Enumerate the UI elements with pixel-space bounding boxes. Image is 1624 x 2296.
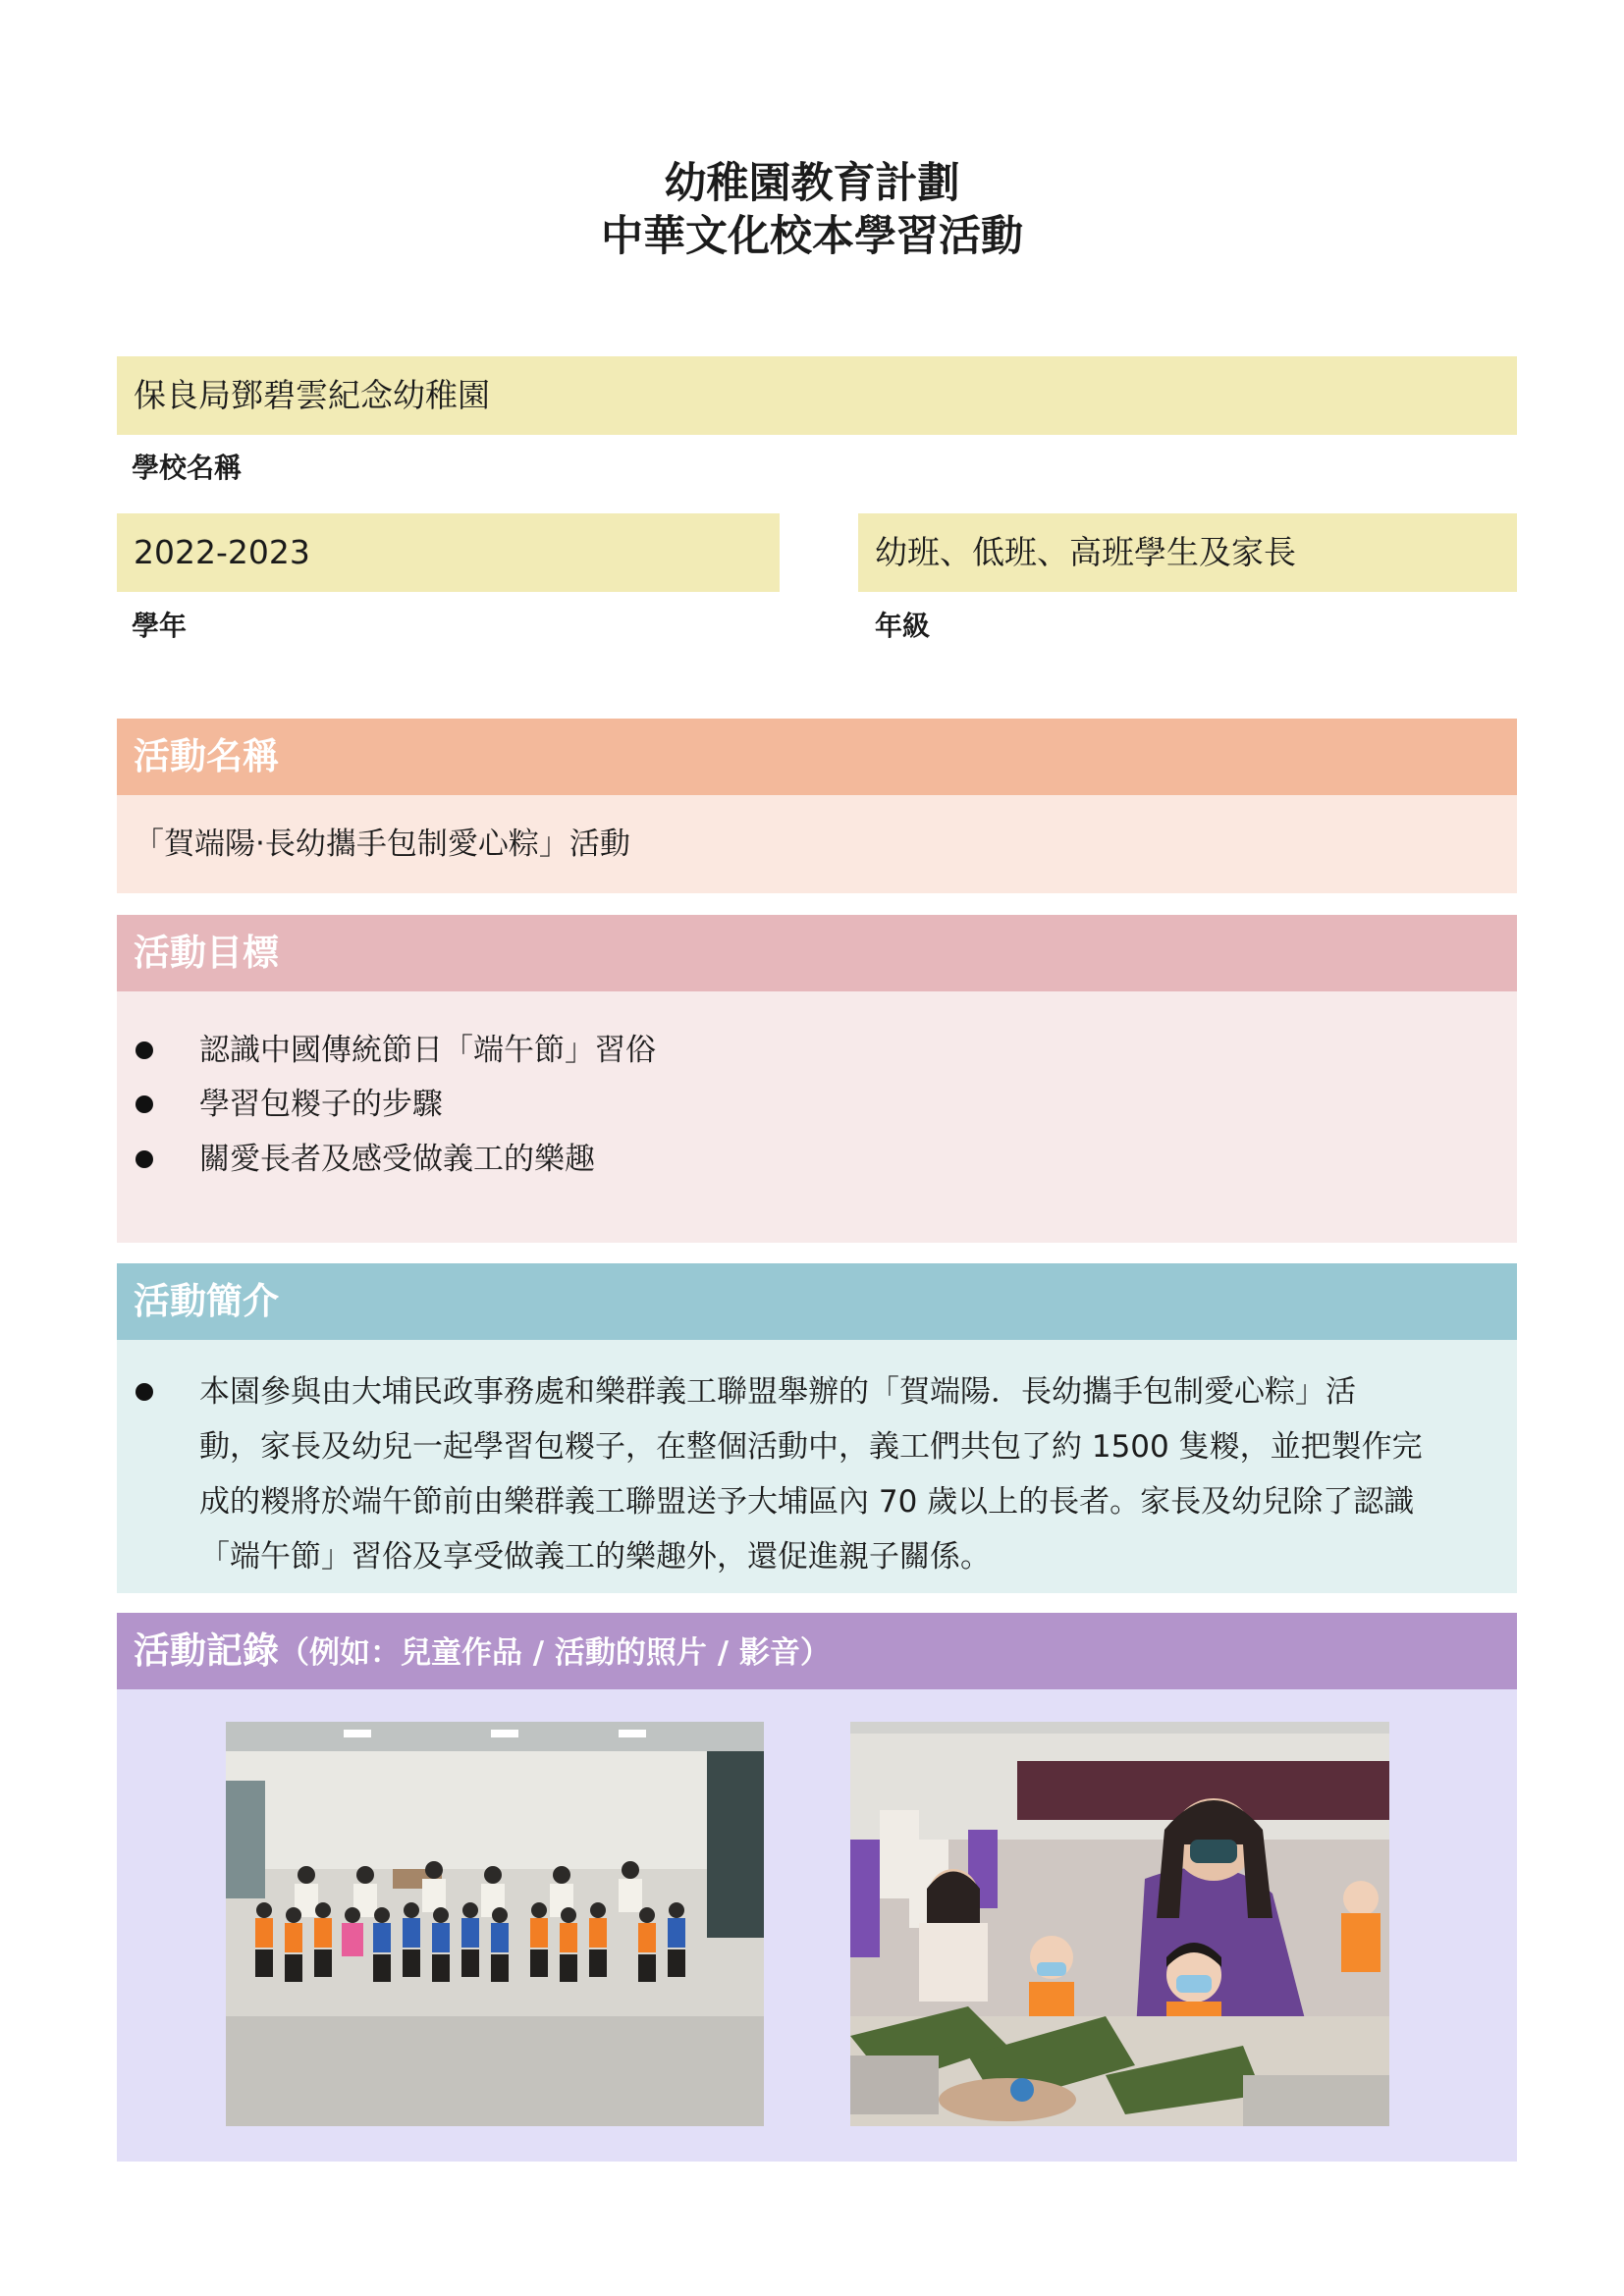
records-heading-subtitle: （例如：兒童作品 / 活動的照片 / 影音） xyxy=(279,1635,831,1671)
objectives-section xyxy=(117,991,1517,1243)
objective-item xyxy=(117,1077,1517,1132)
page-title-line1: 幼稚園教育計劃 xyxy=(664,159,960,208)
objective-item xyxy=(117,1132,1517,1187)
activity-name-heading: 活動名稱 xyxy=(117,719,1517,795)
objectives-heading: 活動目標 xyxy=(117,915,1517,991)
grade-label: 年級 xyxy=(875,610,931,642)
intro-line: 動，家長及幼兒一起學習包糉子，在整個活動中，義工們共包了約 1500 隻糉，並把製作完 xyxy=(199,1429,1423,1465)
school-year-field: 2022-2023 xyxy=(117,513,780,592)
objective-text: 關愛長者及感受做義工的樂趣 xyxy=(199,1142,595,1177)
objective-item xyxy=(117,1023,1517,1078)
activity-name-section xyxy=(117,795,1517,893)
intro-heading: 活動簡介 xyxy=(117,1263,1517,1340)
page-title-line2: 中華文化校本學習活動 xyxy=(601,212,1023,261)
bullet-icon xyxy=(135,1150,153,1168)
objective-text: 學習包糉子的步驟 xyxy=(199,1087,443,1122)
intro-section xyxy=(117,1340,1517,1593)
bullet-icon xyxy=(135,1383,153,1401)
records-heading-title: 活動記錄 xyxy=(134,1629,279,1672)
intro-line: 本園參與由大埔民政事務處和樂群義工聯盟舉辦的「賀端陽．長幼攜手包制愛心粽」活 xyxy=(199,1374,1356,1410)
objective-text: 認識中國傳統節日「端午節」習俗 xyxy=(199,1033,656,1068)
records-heading xyxy=(117,1613,1517,1689)
intro-line: 成的糉將於端午節前由樂群義工聯盟送予大埔區內 70 歲以上的長者。家長及幼兒除了認識 xyxy=(199,1484,1415,1520)
bullet-icon xyxy=(135,1041,153,1059)
bullet-icon xyxy=(135,1095,153,1113)
grade-field: 幼班、低班、高班學生及家長 xyxy=(858,513,1517,592)
intro-line: 「端午節」習俗及享受做義工的樂趣外，還促進親子關係。 xyxy=(199,1539,991,1575)
school-name-label: 學校名稱 xyxy=(132,452,243,484)
school-name-field: 保良局鄧碧雲紀念幼稚園 xyxy=(117,356,1517,435)
wrapping-photo xyxy=(850,1722,1389,2126)
group-photo xyxy=(226,1722,764,2126)
school-year-label: 學年 xyxy=(132,610,188,642)
activity-name-value: 「賀端陽‧長幼攜手包制愛心粽」活動 xyxy=(134,827,630,862)
records-section xyxy=(117,1689,1517,2162)
